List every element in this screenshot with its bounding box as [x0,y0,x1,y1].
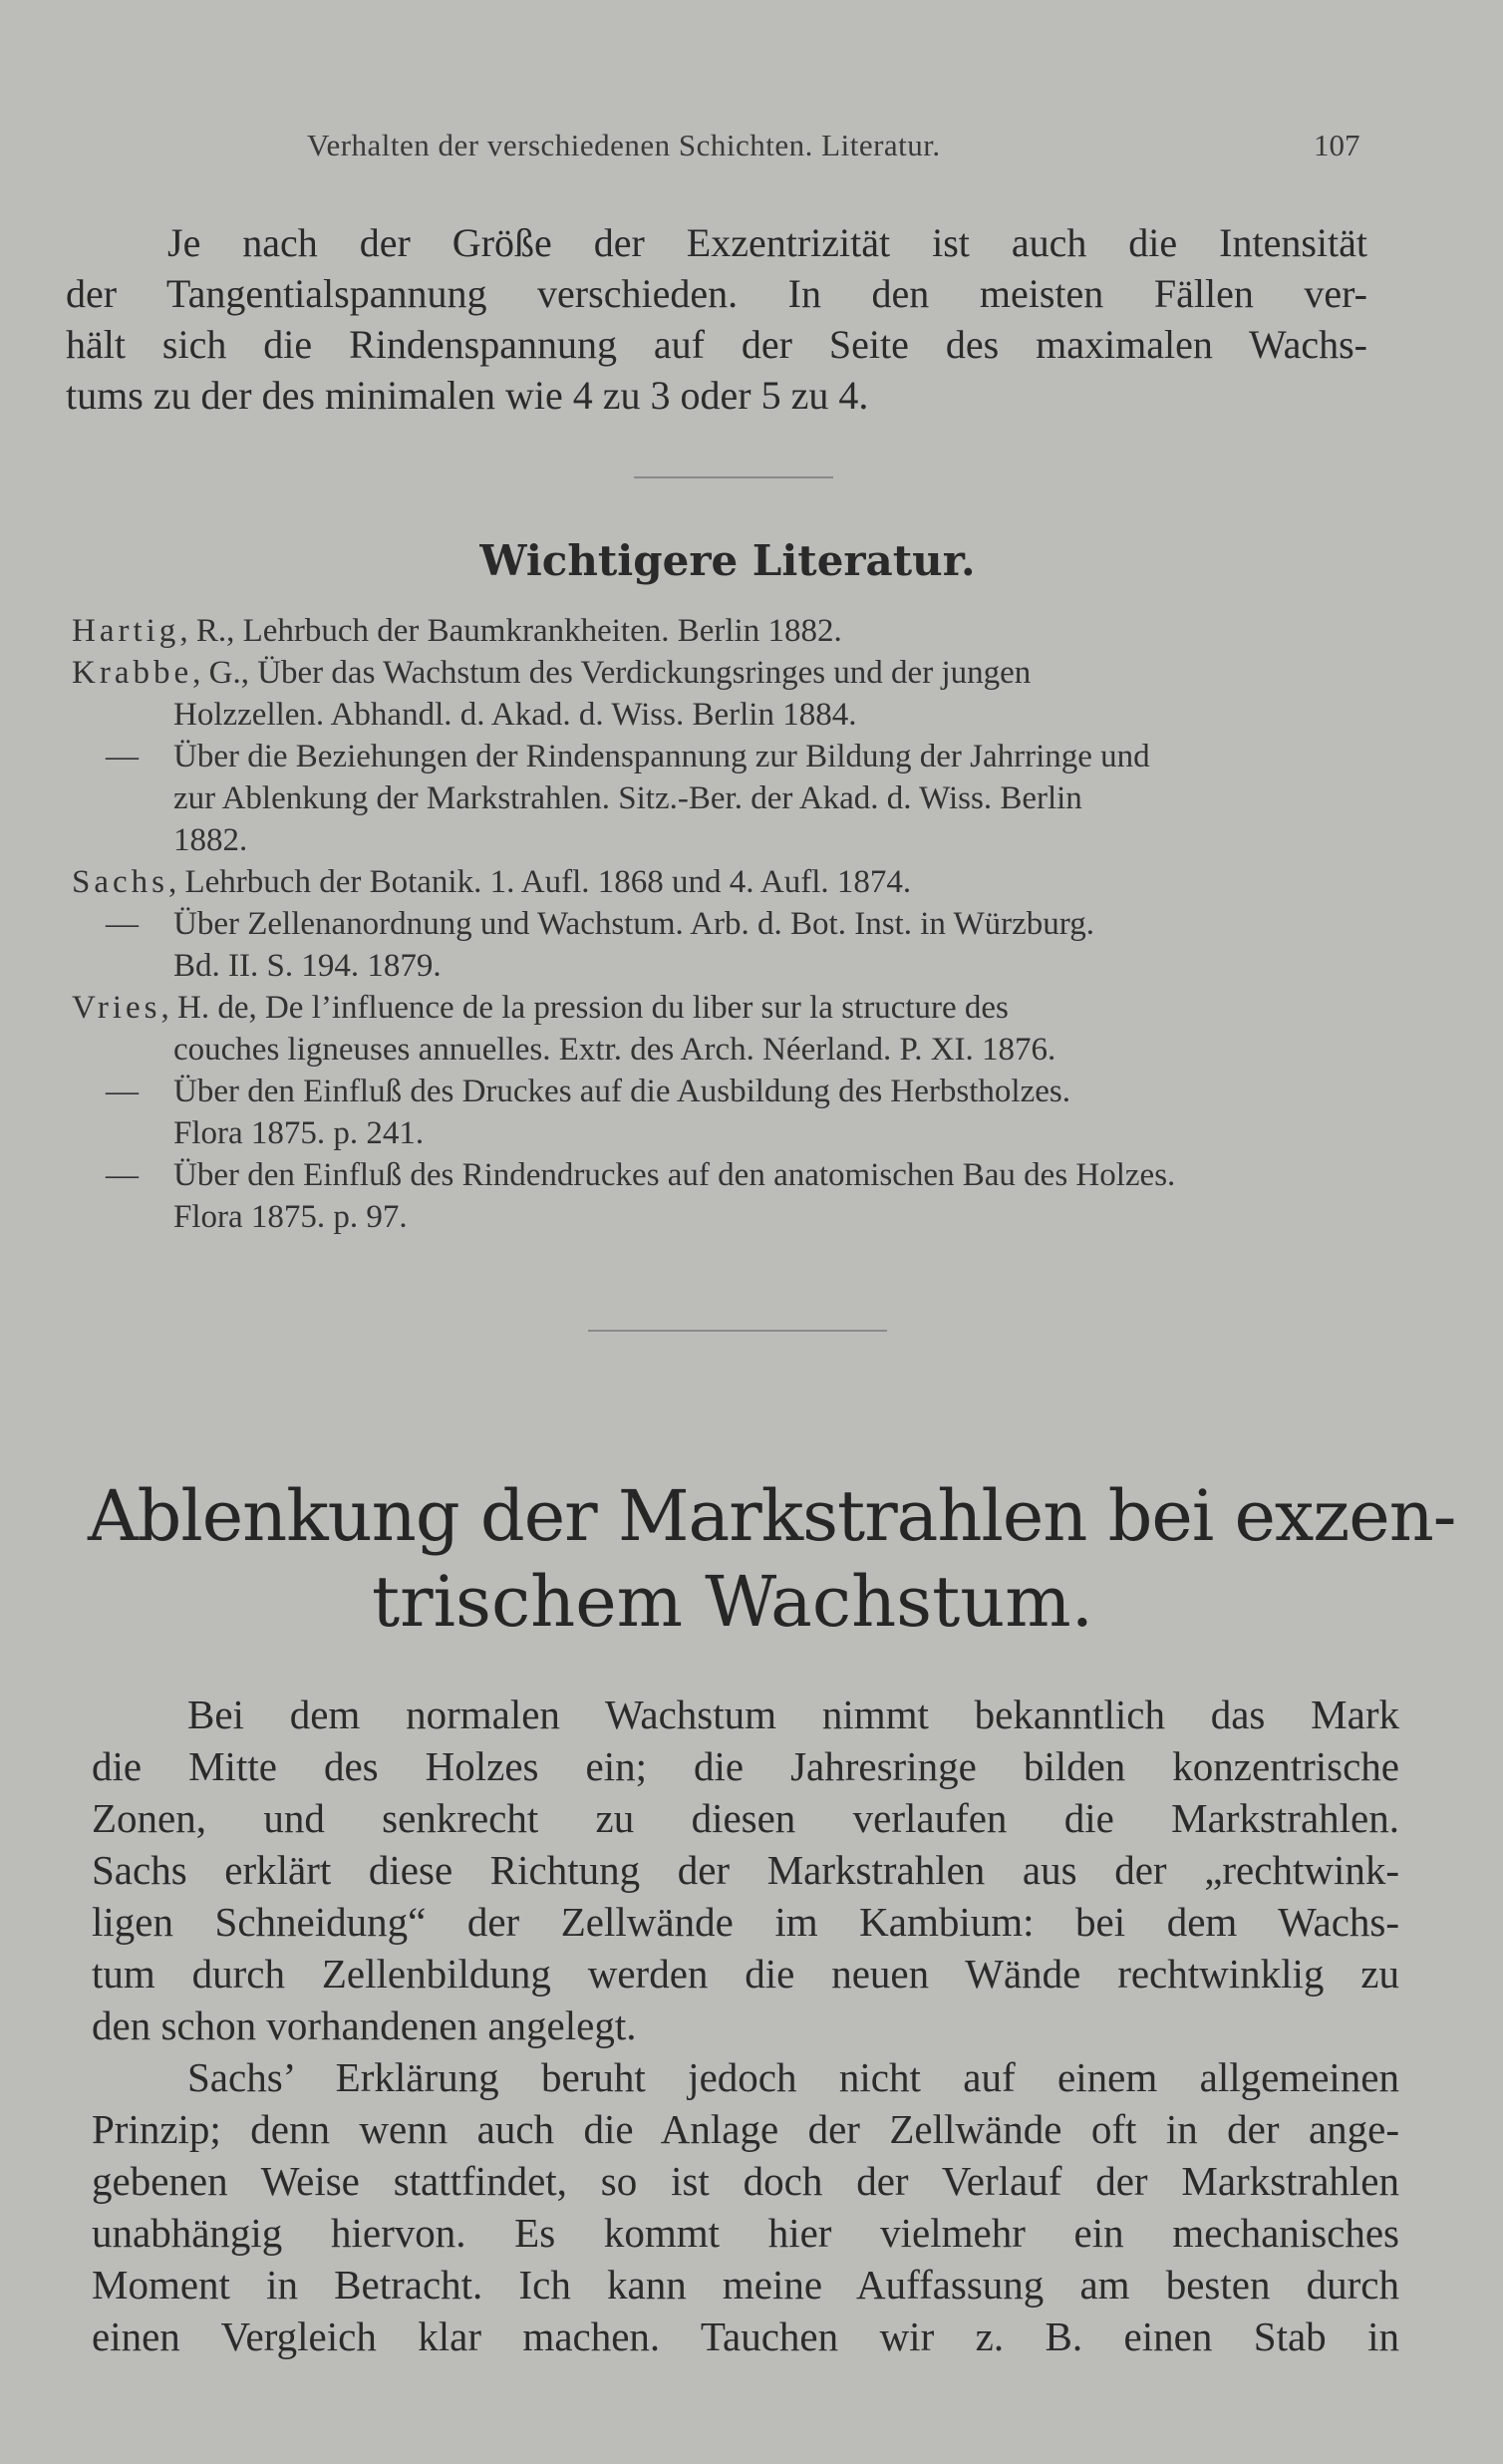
text-line: der Tangentialspannung verschieden. In den meisten Fällen ver- [66,271,1367,316]
intro-paragraph [66,217,1367,421]
running-header [0,128,1503,167]
entry-text: Über den Einfluß des Rindendruckes auf den anatomischen Bau des Holzes. [173,1157,1176,1193]
text-line: gebenen Weise stattfindet, so ist doch der Verlauf der Markstrahlen [92,2158,1399,2204]
text-line: hält sich die Rindenspannung auf der Seite des maximalen Wachs- [66,322,1367,367]
entry-author: Sachs [72,864,168,900]
entry-author: Krabbe [72,655,193,691]
text-line: Sachs erklärt diese Richtung der Markstrahlen aus der „rechtwink- [92,1847,1399,1893]
text-line: Prinzip; denn wenn auch die Anlage der Zellwände oft in der ange- [92,2106,1399,2152]
entry-text: , G., Über das Wachstum des Verdickungsringes und der jungen [192,655,1032,691]
literature-entry [72,861,1385,903]
literature-entry [72,903,1385,987]
ditto-dash: — [106,1157,139,1193]
section-divider [588,1330,887,1332]
literature-entry [72,610,1385,652]
literature-entry [72,987,1385,1071]
text-line: Moment in Betracht. Ich kann meine Auffassung am besten durch [92,2262,1399,2308]
ditto-dash: — [106,906,139,942]
entry-text: Über den Einfluß des Druckes auf die Ausbildung des Herbstholzes. [173,1074,1070,1109]
text-line: Bei dem normalen Wachstum nimmt bekanntlich das Mark [187,1692,1399,1737]
text-line: Sachs’ Erklärung beruht jedoch nicht auf einem allgemeinen [187,2054,1399,2100]
entry-author: Vries [72,990,161,1026]
text-line: unabhängig hiervon. Es kommt hier vielmehr ein mechanisches [92,2210,1399,2256]
text-line: den schon vorhandenen angelegt. [92,2002,637,2048]
entry-continuation: 1882. [173,822,248,858]
text-line: tum durch Zellenbildung werden die neuen Wände rechtwinklig zu [92,1951,1399,1997]
literature-entry [72,1154,1385,1238]
page-number: 107 [1314,128,1360,162]
text-line: tums zu der des minimalen wie 4 zu 3 oder 5 zu 4. [66,373,869,418]
literature-entry [72,736,1385,861]
ditto-dash: — [106,739,139,774]
entry-continuation: Holzzellen. Abhandl. d. Akad. d. Wiss. Berlin 1884. [173,697,857,733]
entry-author: Hartig [72,613,180,649]
entry-text: Über Zellenanordnung und Wachstum. Arb. d. Bot. Inst. in Würzburg. [173,906,1094,942]
text-line: Je nach der Größe der Exzentrizität ist auch die Intensität [167,220,1367,265]
body-text [92,1689,1399,2362]
literature-entry [72,652,1385,736]
entry-continuation: Bd. II. S. 194. 1879. [173,948,442,984]
entry-text: Über die Beziehungen der Rindenspannung zur Bildung der Jahrringe und [173,739,1150,774]
ditto-dash: — [106,1074,139,1109]
entry-continuation: Flora 1875. p. 97. [173,1199,408,1235]
chapter-title-line: trischem Wachstum. [372,1561,1093,1643]
running-title: Verhalten der verschiedenen Schichten. Literatur. [307,128,941,162]
entry-continuation: couches ligneuses annuelles. Extr. des Arch. Néerland. P. XI. 1876. [173,1032,1056,1068]
text-line: Zonen, und senkrecht zu diesen verlaufen die Markstrahlen. [92,1795,1399,1841]
entry-text: , R., Lehrbuch der Baumkrankheiten. Berlin 1882. [179,613,842,649]
literature-entry [72,1071,1385,1154]
section-divider [634,476,833,478]
chapter-title-line: Ablenkung der Markstrahlen bei exzen- [88,1475,1456,1557]
text-line: ligen Schneidung“ der Zellwände im Kambium: bei dem Wachs- [92,1899,1399,1945]
entry-continuation: Flora 1875. p. 241. [173,1115,425,1151]
entry-text: , Lehrbuch der Botanik. 1. Aufl. 1868 und 4. Aufl. 1874. [168,864,912,900]
entry-text: , H. de, De l’influence de la pression du liber sur la structure des [160,990,1009,1026]
literature-heading: Wichtigere Literatur. [479,536,976,585]
entry-continuation: zur Ablenkung der Markstrahlen. Sitz.-Ber. der Akad. d. Wiss. Berlin [173,780,1082,816]
text-line: einen Vergleich klar machen. Tauchen wir z. B. einen Stab in [92,2313,1399,2359]
text-line: die Mitte des Holzes ein; die Jahresringe bilden konzentrische [92,1743,1399,1789]
literature-list [72,610,1385,1238]
